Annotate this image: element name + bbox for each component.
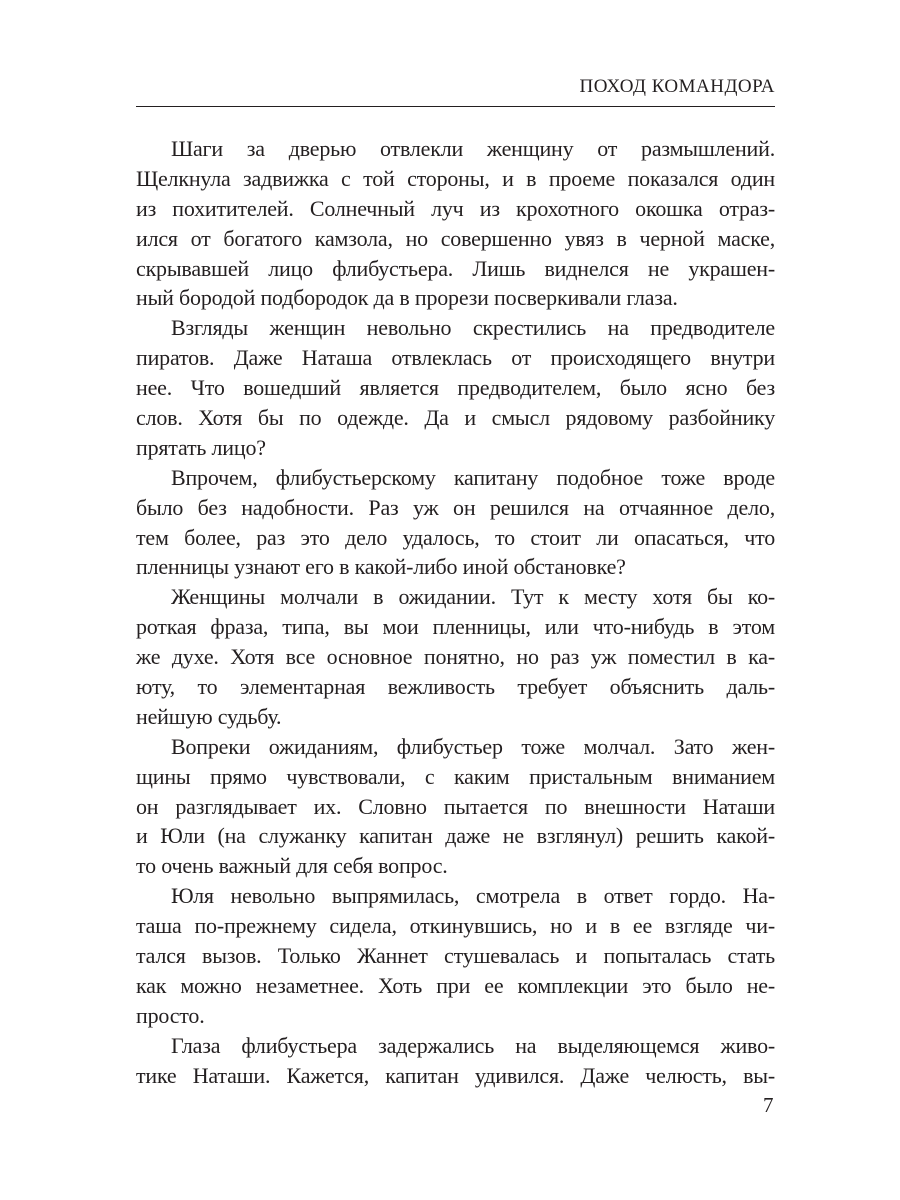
paragraph — [136, 1031, 775, 1091]
text-line: прятать лицо? — [136, 434, 266, 460]
page-number: 7 — [763, 1093, 774, 1117]
text-line: тем более, раз это дело удалось, то стоит ли опасаться, что — [136, 524, 775, 550]
text-line: Щелкнула задвижка с той стороны, и в проеме показался один — [136, 165, 775, 191]
text-line: нейшую судьбу. — [136, 703, 282, 729]
paragraph — [136, 732, 775, 881]
text-line: пиратов. Даже Наташа отвлеклась от происходящего внутри — [136, 345, 775, 371]
text-line: Взгляды женщин невольно скрестились на предводителе — [171, 315, 775, 341]
text-line: из похитителей. Солнечный луч из крохотного окошка отраз- — [136, 195, 775, 221]
text-line: тался вызов. Только Жаннет стушевалась и попыталась стать — [136, 943, 775, 969]
paragraph — [136, 582, 775, 731]
text-line: было без надобности. Раз уж он решился на отчаянное дело, — [136, 494, 775, 520]
paragraph — [136, 463, 775, 583]
text-line: просто. — [136, 1002, 205, 1028]
text-line: Впрочем, флибустьерскому капитану подобное тоже вроде — [171, 464, 775, 490]
text-line: щины прямо чувствовали, с каким пристальным вниманием — [136, 763, 775, 789]
text-line: Вопреки ожиданиям, флибустьер тоже молчал. Зато жен- — [171, 733, 775, 759]
text-line: роткая фраза, типа, вы мои пленницы, или что-нибудь в этом — [136, 614, 775, 640]
text-line: Юля невольно выпрямилась, смотрела в ответ гордо. На- — [171, 883, 775, 909]
paragraph — [136, 881, 775, 1030]
running-header-title: ПОХОД КОМАНДОРА — [579, 76, 775, 97]
text-line: слов. Хотя бы по одежде. Да и смысл рядовому разбойнику — [136, 405, 775, 431]
text-line: пленницы узнают его в какой-либо иной обстановке? — [136, 554, 626, 580]
text-line: то очень важный для себя вопрос. — [136, 853, 448, 879]
text-line: Шаги за дверью отвлекли женщину от размышлений. — [171, 136, 775, 161]
text-line: как можно незаметнее. Хоть при ее комплекции это было не- — [136, 972, 775, 998]
text-line: Глаза флибустьера задержались на выделяющемся живо- — [171, 1032, 775, 1058]
paragraph — [136, 313, 775, 462]
text-line: нее. Что вошедший является предводителем, было ясно без — [136, 375, 775, 401]
text-line: тике Наташи. Кажется, капитан удивился. Даже челюсть, вы- — [136, 1062, 775, 1088]
text-line: он разглядывает их. Словно пытается по внешности Наташи — [136, 793, 775, 819]
text-line: Женщины молчали в ожидании. Тут к месту хотя бы ко- — [171, 584, 775, 610]
text-line: юту, то элементарная вежливость требует объяснить даль- — [136, 674, 775, 700]
text-line: ный бородой подбородок да в прорези посверкивали глаза. — [136, 285, 678, 311]
text-line: скрывавшей лицо флибустьера. Лишь виднелся не украшен- — [136, 255, 775, 281]
text-line: таша по-прежнему сидела, откинувшись, но и в ее взгляде чи- — [136, 913, 775, 939]
body-text — [136, 134, 775, 1091]
text-line: же духе. Хотя все основное понятно, но раз уж поместил в ка- — [136, 644, 775, 670]
text-line: ился от богатого камзола, но совершенно увяз в черной маске, — [136, 225, 775, 251]
header-rule — [136, 106, 775, 107]
paragraph — [136, 134, 775, 313]
text-line: и Юли (на служанку капитан даже не взглянул) решить какой- — [136, 823, 775, 849]
